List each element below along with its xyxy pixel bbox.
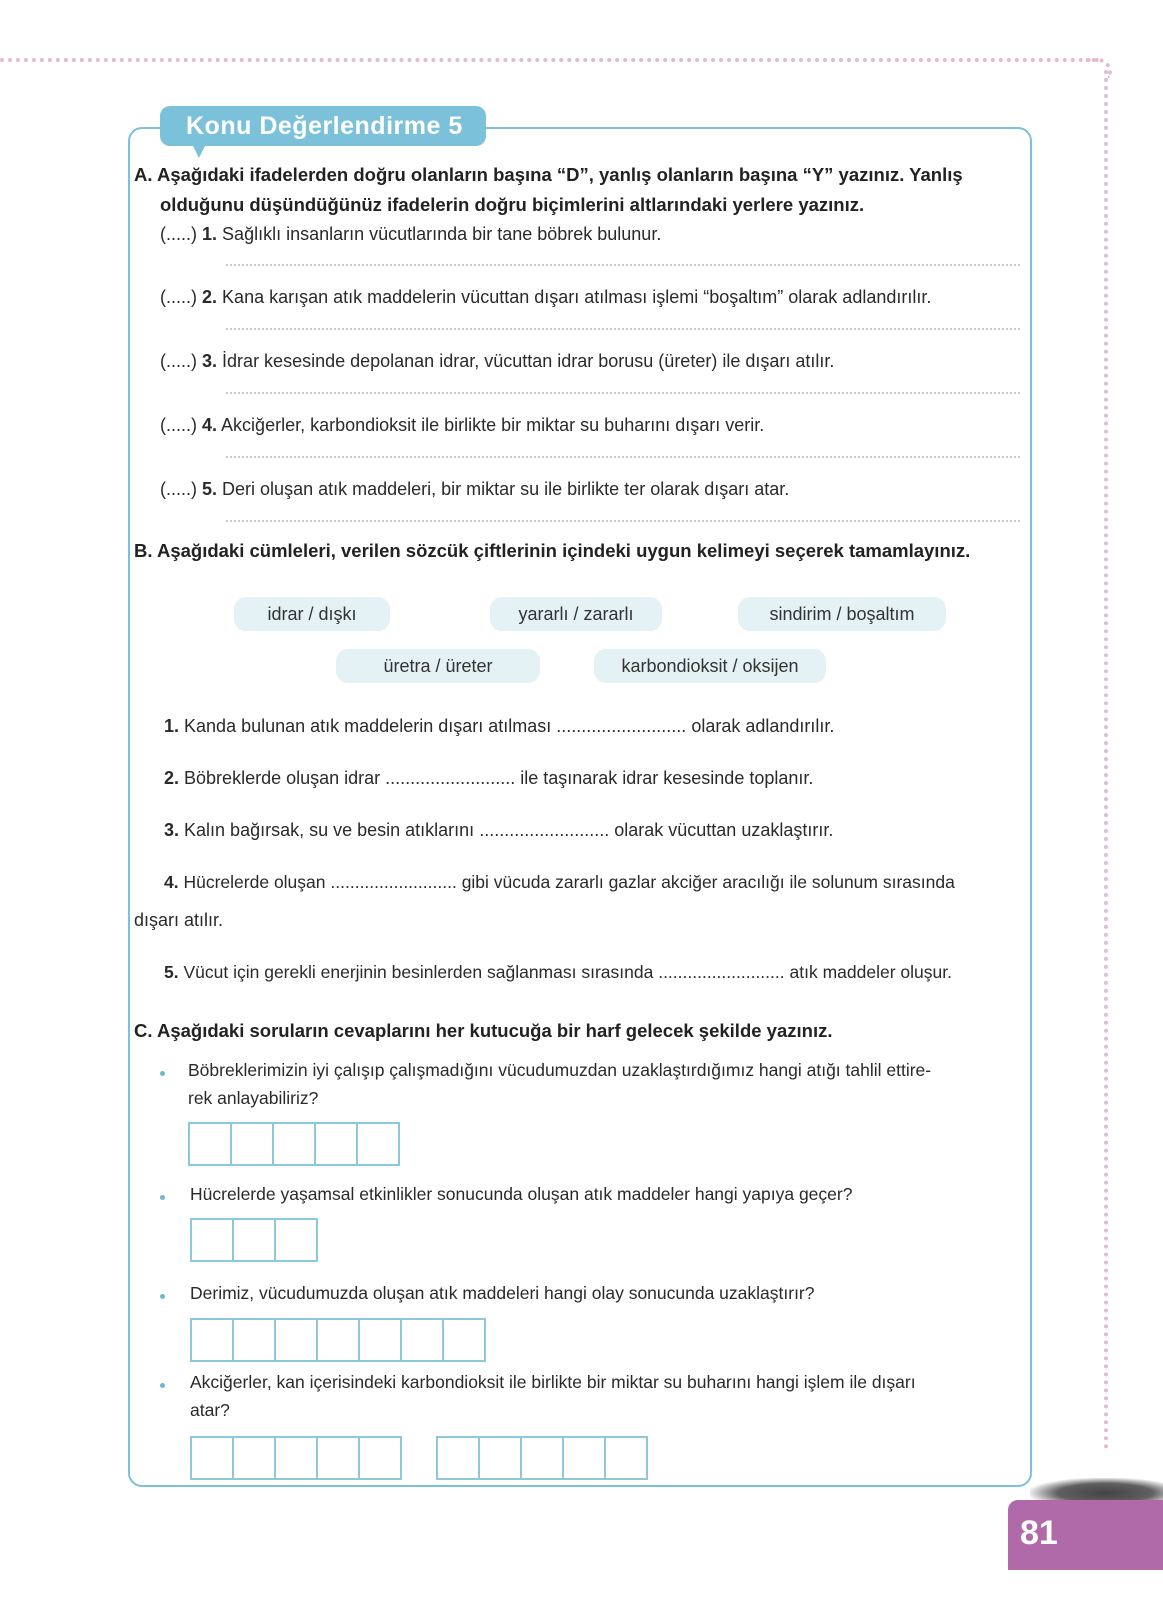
word-pair-chip: idrar / dışkı [234,597,390,631]
letter-box[interactable] [274,1436,318,1480]
right-dotted-border [1104,70,1108,1450]
word-pair-chip: karbondioksit / oksijen [594,649,826,683]
letter-box[interactable] [436,1436,480,1480]
correction-line-5[interactable] [226,520,1020,522]
letter-box[interactable] [314,1122,358,1166]
letter-box[interactable] [358,1436,402,1480]
letter-box[interactable] [400,1318,444,1362]
answer-blank[interactable]: (.....) [160,415,197,435]
bullet-icon [160,1383,165,1388]
question-3: Derimiz, vücudumuzda oluşan atık maddeleri hangi olay sonucunda uzaklaştırır? [190,1283,815,1303]
top-dotted-border [0,58,1100,62]
title-pointer [192,144,206,158]
section-a-heading-line2: olduğunu düşündüğünüz ifadelerin doğru biçimlerini altlarındaki yerlere yazınız. [160,194,865,215]
statement-1: (.....) 1. Sağlıklı insanların vücutlarında bir tane böbrek bulunur. [160,224,662,244]
answer-boxes-1 [188,1122,398,1166]
sentence-2: 2. Böbreklerde oluşan idrar .......................... ile taşınarak idrar kesesinde toplanır. [164,768,814,788]
statement-5: (.....) 5. Deri oluşan atık maddeleri, bir miktar su ile birlikte ter olarak dışarı atar. [160,479,790,499]
statement-4: (.....) 4. Akciğerler, karbondioksit ile birlikte bir miktar su buharını dışarı verir. [160,415,765,435]
correction-line-1[interactable] [226,264,1020,266]
sentence-4: 4. Hücrelerde oluşan .......................... gibi vücuda zararlı gazlar akciğer aracılığı ile solunum sırasında [164,872,955,892]
question-4-line2: atar? [190,1400,230,1420]
answer-blank[interactable]: (.....) [160,287,197,307]
answer-boxes-4b [436,1436,646,1480]
fill-blank[interactable]: .......................... [556,716,687,736]
letter-box[interactable] [230,1122,274,1166]
answer-blank[interactable]: (.....) [160,351,197,371]
section-title: Konu Değerlendirme 5 [160,106,486,146]
bullet-icon [160,1195,165,1200]
sentence-3: 3. Kalın bağırsak, su ve besin atıklarını .......................... olarak vücuttan uzaklaştırır. [164,820,834,840]
letter-box[interactable] [356,1122,400,1166]
correction-line-4[interactable] [226,456,1020,458]
letter-box[interactable] [232,1218,276,1262]
letter-box[interactable] [478,1436,522,1480]
bullet-icon [160,1071,165,1076]
sentence-1: 1. Kanda bulunan atık maddelerin dışarı atılması .......................... olarak adlandırılır. [164,716,835,736]
question-1-line1: Böbreklerimizin iyi çalışıp çalışmadığını vücudumuzdan uzaklaştırdığımız hangi atığı tahlil ettire- [188,1060,932,1080]
page-number: 81 [1020,1514,1058,1552]
letter-box[interactable] [604,1436,648,1480]
question-1-line2: rek anlayabiliriz? [188,1088,319,1108]
answer-blank[interactable]: (.....) [160,479,197,499]
section-c-heading: C. Aşağıdaki soruların cevaplarını her kutucuğa bir harf gelecek şekilde yazınız. [134,1020,833,1041]
correction-line-3[interactable] [226,392,1020,394]
fill-blank[interactable]: .......................... [658,962,785,982]
word-pair-chip: üretra / üreter [336,649,540,683]
sentence-4-continuation: dışarı atılır. [134,910,224,930]
letter-box[interactable] [316,1318,360,1362]
letter-box[interactable] [190,1436,234,1480]
fill-blank[interactable]: .......................... [385,768,516,788]
question-2: Hücrelerde yaşamsal etkinlikler sonucunda oluşan atık maddeler hangi yapıya geçer? [190,1184,853,1204]
letter-box[interactable] [272,1122,316,1166]
letter-box[interactable] [274,1318,318,1362]
word-pair-chip: sindirim / boşaltım [738,597,946,631]
answer-boxes-2 [190,1218,316,1262]
letter-box[interactable] [358,1318,402,1362]
question-4-line1: Akciğerler, kan içerisindeki karbondioksit ile birlikte bir miktar su buharını hangi işlem ile dışarı [190,1372,916,1392]
statement-3: (.....) 3. İdrar kesesinde depolanan idrar, vücuttan idrar borusu (üreter) ile dışarı atılır. [160,351,835,371]
corner-dotted-border [1086,58,1112,78]
section-b-heading: B. Aşağıdaki cümleleri, verilen sözcük çiftlerinin içindeki uygun kelimeyi seçerek tamamlayınız. [134,540,971,561]
letter-box[interactable] [442,1318,486,1362]
letter-box[interactable] [190,1218,234,1262]
letter-box[interactable] [188,1122,232,1166]
letter-box[interactable] [232,1318,276,1362]
correction-line-2[interactable] [226,328,1020,330]
word-pair-chip: yararlı / zararlı [490,597,662,631]
bullet-icon [160,1294,165,1299]
fill-blank[interactable]: .......................... [479,820,610,840]
answer-boxes-3 [190,1318,484,1362]
section-a-heading: A. Aşağıdaki ifadelerden doğru olanların başına “D”, yanlış olanların başına “Y” yazınız. Yanlış [134,164,963,185]
letter-box[interactable] [562,1436,606,1480]
sentence-5: 5. Vücut için gerekli enerjinin besinlerden sağlanması sırasında .......................... atık maddeler oluşur. [164,962,952,982]
letter-box[interactable] [274,1218,318,1262]
letter-box[interactable] [190,1318,234,1362]
answer-blank[interactable]: (.....) [160,224,197,244]
fill-blank[interactable]: .......................... [330,872,457,892]
answer-boxes-4a [190,1436,400,1480]
statement-2: (.....) 2. Kana karışan atık maddelerin vücuttan dışarı atılması işlemi “boşaltım” olarak adlandırılır. [160,287,932,307]
letter-box[interactable] [232,1436,276,1480]
letter-box[interactable] [520,1436,564,1480]
letter-box[interactable] [316,1436,360,1480]
